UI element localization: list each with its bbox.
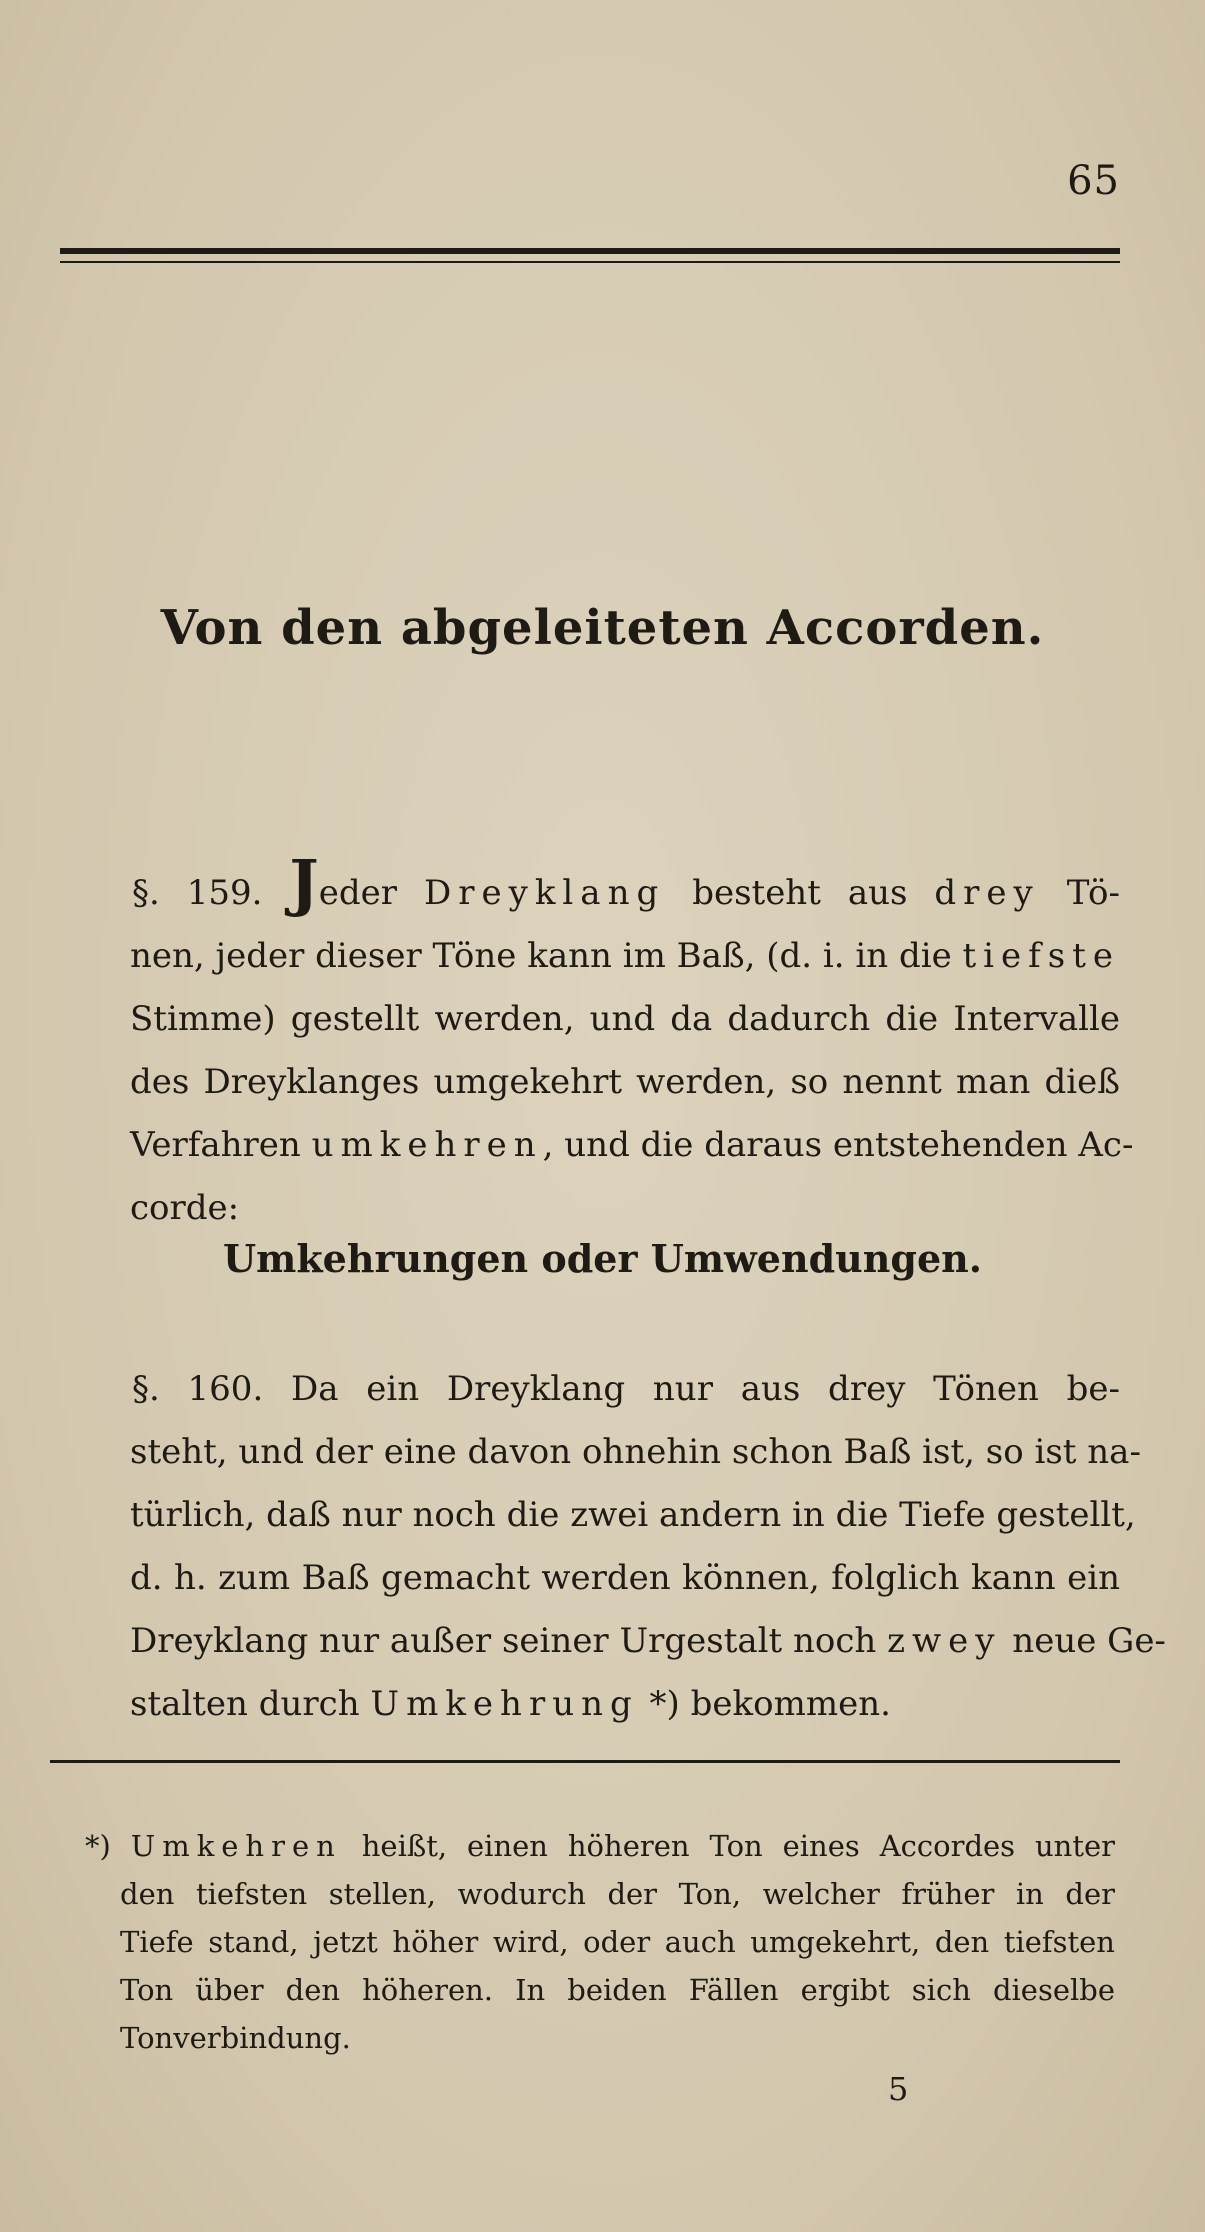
section-160-paragraph <box>130 1358 1166 1736</box>
footnote-line-4: Ton über den höheren. In beiden Fällen ergibt sich dieselbe <box>120 1973 1115 2007</box>
section-159-line-2 <box>130 925 1120 988</box>
section-159-line-1 <box>130 846 1121 925</box>
line-text: Verfahren <box>130 1125 312 1165</box>
section-160-line-2: steht, und der eine davon ohnehin schon Baß ist, so ist na- <box>130 1432 1141 1472</box>
section-159-line-5 <box>130 1114 1134 1177</box>
section-159-number: §. 159. <box>132 873 263 913</box>
footnote-line-1 <box>85 1822 1115 1870</box>
footnote-line-5: Tonverbindung. <box>120 2021 351 2055</box>
section-159-line-6: corde: <box>130 1188 240 1228</box>
line-text: Da ein Dreyklang nur aus drey Tönen be- <box>291 1369 1121 1409</box>
page-number: 65 <box>1067 158 1120 204</box>
line-text: nen, jeder dieser Töne kann im Baß, (d. i. in die <box>130 936 963 976</box>
line-text: neue Ge- <box>1001 1621 1166 1661</box>
footnote <box>85 1822 1115 2062</box>
section-160-line-4: d. h. zum Baß gemacht werden können, folglich kann ein <box>130 1558 1120 1598</box>
spaced-word: Umkehrung <box>370 1684 639 1724</box>
spaced-word: tiefste <box>962 936 1120 976</box>
line-text: stalten durch <box>130 1684 371 1724</box>
section-160-line-3: türlich, daß nur noch die zwei andern in die Tiefe gestellt, <box>130 1495 1136 1535</box>
section-160-number: §. 160. <box>132 1369 264 1409</box>
section-160-line-5 <box>130 1610 1166 1673</box>
footnote-line-3: Tiefe stand, jetzt höher wird, oder auch umgekehrt, den tiefsten <box>120 1925 1115 1959</box>
line-text: eder <box>318 873 424 913</box>
spaced-word: Dreyklang <box>423 873 666 913</box>
spaced-word: drey <box>934 873 1040 913</box>
subheading: Umkehrungen oder Umwendungen. <box>223 1236 982 1281</box>
line-text: Tö- <box>1039 873 1121 913</box>
spaced-word: umkehren <box>311 1125 543 1165</box>
spaced-word: zwey <box>887 1621 1002 1661</box>
section-159-line-4: des Dreyklanges umgekehrt werden, so nennt man dieß <box>130 1062 1120 1102</box>
chapter-title: Von den abgeleiteten Accorden. <box>160 600 1045 656</box>
footnote-rule <box>50 1760 1120 1763</box>
section-160-line-6 <box>130 1673 1120 1736</box>
section-160-line-1 <box>130 1358 1120 1421</box>
section-159-paragraph <box>130 846 1134 1240</box>
line-text: besteht aus <box>665 873 935 913</box>
header-rule-thin <box>60 261 1120 263</box>
header-rule-thick <box>60 248 1120 254</box>
section-159-initial: J <box>289 846 319 919</box>
line-text: *) bekommen. <box>638 1684 891 1724</box>
line-text: , und die daraus entstehenden Ac- <box>542 1125 1134 1165</box>
signature-mark: 5 <box>888 2070 909 2108</box>
footnote-line-2: den tiefsten stellen, wodurch der Ton, welcher früher in der <box>120 1877 1115 1911</box>
spaced-word: Umkehren <box>130 1829 342 1863</box>
line-text: Dreyklang nur außer seiner Urgestalt noch <box>130 1621 888 1661</box>
footnote-marker: *) <box>85 1829 111 1863</box>
section-159-line-3: Stimme) gestellt werden, und da dadurch die Intervalle <box>130 999 1120 1039</box>
line-text: heißt, einen höheren Ton eines Accordes unter <box>341 1829 1116 1863</box>
